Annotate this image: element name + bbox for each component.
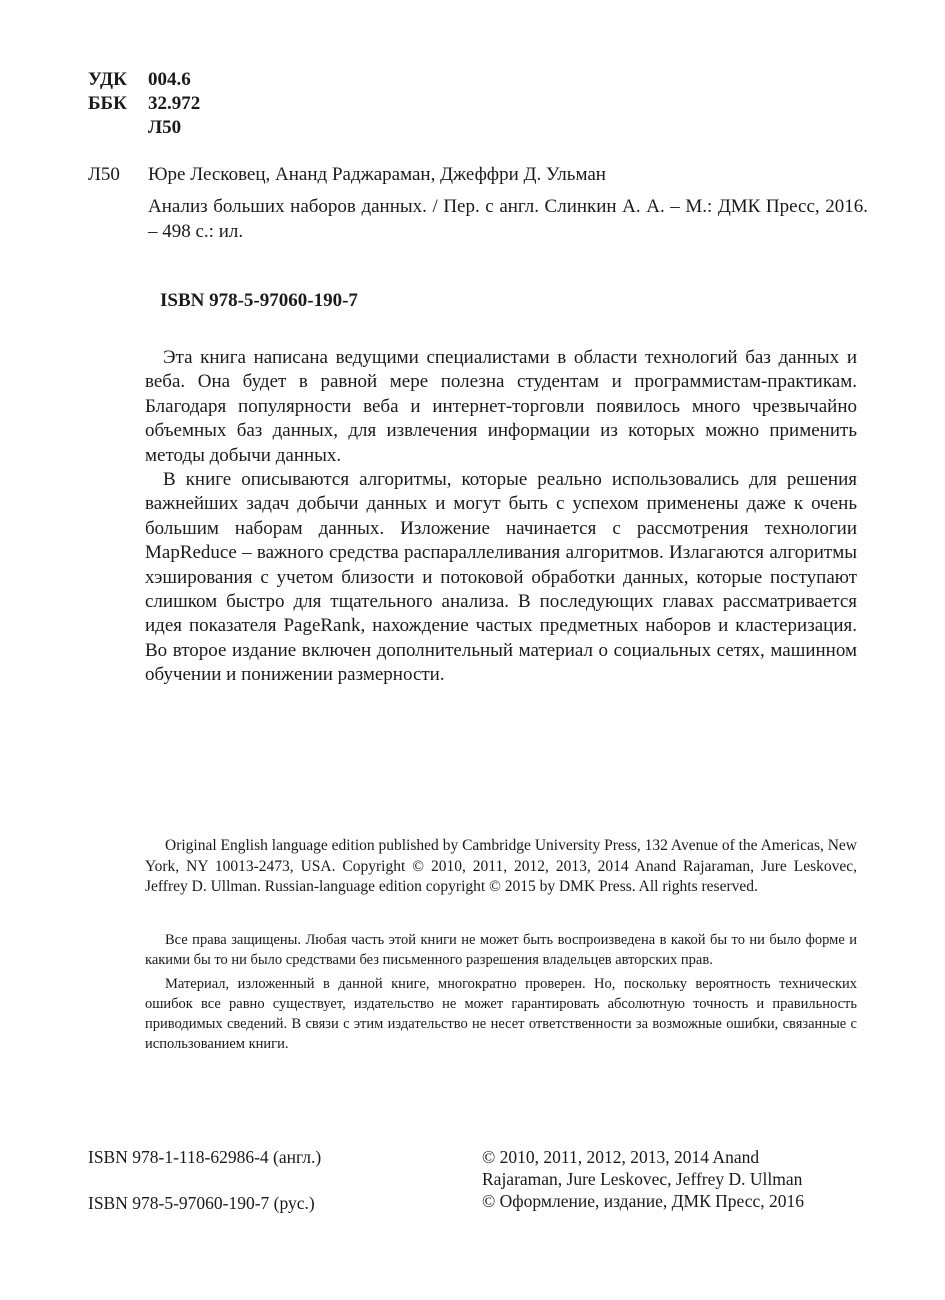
rights-notice [145,930,857,1058]
original-edition-notice [145,836,857,909]
catalog-description: Анализ больших наборов данных. / Пер. с англ. Слинкин А. А. – М.: ДМК Пресс, 2016. – 498 с.: ил. [148,196,868,242]
isbn-main: ISBN 978-5-97060-190-7 [160,290,358,311]
copyright-line: © Оформление, издание, ДМК Пресс, 2016 [482,1191,805,1211]
copyright-line: Rajaraman, Jure Leskovec, Jeffrey D. Ullman [482,1169,803,1189]
bbk-line [88,92,200,116]
bbk-value: 32.972 [148,93,201,114]
udk-label: УДК [88,69,127,90]
isbn-russian: ISBN 978-5-97060-190-7 (рус.) [88,1193,315,1213]
udk-value: 004.6 [148,69,191,90]
catalog-code: Л50 [88,164,120,185]
copyright-line: © 2010, 2011, 2012, 2013, 2014 Anand [482,1147,760,1167]
udk-line [88,68,191,92]
annotation-paragraph: В книге описываются алгоритмы, которые реально использовались для решения важнейших задач добычи данных и могут быть с успехом применены даже к очень большим наборам данных. Изложение начинается с рассмотрения технологии MapReduce – важного средства распараллеливания алгоритмов. Излагаются алгоритмы хэширования с учетом близости и потоковой обработки данных, которые поступают слишком быстро для тщательного анализа. В последующих главах рассматривается идея показателя PageRank, нахождение частых предметных наборов и кластеризация. Во второе издание включен дополнительный материал о социальных сетях, машинном обучении и понижении размерности. [145,469,857,686]
rights-paragraph: Материал, изложенный в данной книге, многократно проверен. Но, поскольку вероятность технических ошибок все равно существует, издательство не может гарантировать абсолютную точность и правильность приводимых сведений. В связи с этим издательство не несет ответственности за возможные ошибки, связанные с использованием книги. [145,976,857,1052]
annotation-paragraph: Эта книга написана ведущими специалистами в области технологий баз данных и веба. Она будет в равной мере полезна студентам и программистам-практикам. Благодаря популярности веба и интернет-торговли появилось много чрезвычайно объемных баз данных, для извлечения информации из которых можно применить методы добычи данных. [145,347,857,466]
copyright-notices [482,1146,862,1212]
isbn-english: ISBN 978-1-118-62986-4 (англ.) [88,1147,322,1167]
bbk-label: ББК [88,93,127,114]
annotation [145,346,857,688]
author-mark: Л50 [148,117,182,138]
isbn-list [88,1146,321,1238]
original-edition-text: Original English language edition published by Cambridge University Press, 132 Avenue of the Americas, New York, NY 10013-2473, USA. Copyright © 2010, 2011, 2012, 2013, 2014 Anand Rajaraman, Jure Leskovec, Jeffrey D. Ullman. Russian-language edition copyright © 2015 by DMK Press. All rights reserved. [145,837,857,895]
catalog-authors: Юре Лесковец, Ананд Раджараман, Джеффри Д. Ульман [148,164,606,185]
rights-paragraph: Все права защищены. Любая часть этой книги не может быть воспроизведена в какой бы то ни было форме и какими бы то ни было средствами без письменного разрешения владельцев авторских прав. [145,932,857,968]
